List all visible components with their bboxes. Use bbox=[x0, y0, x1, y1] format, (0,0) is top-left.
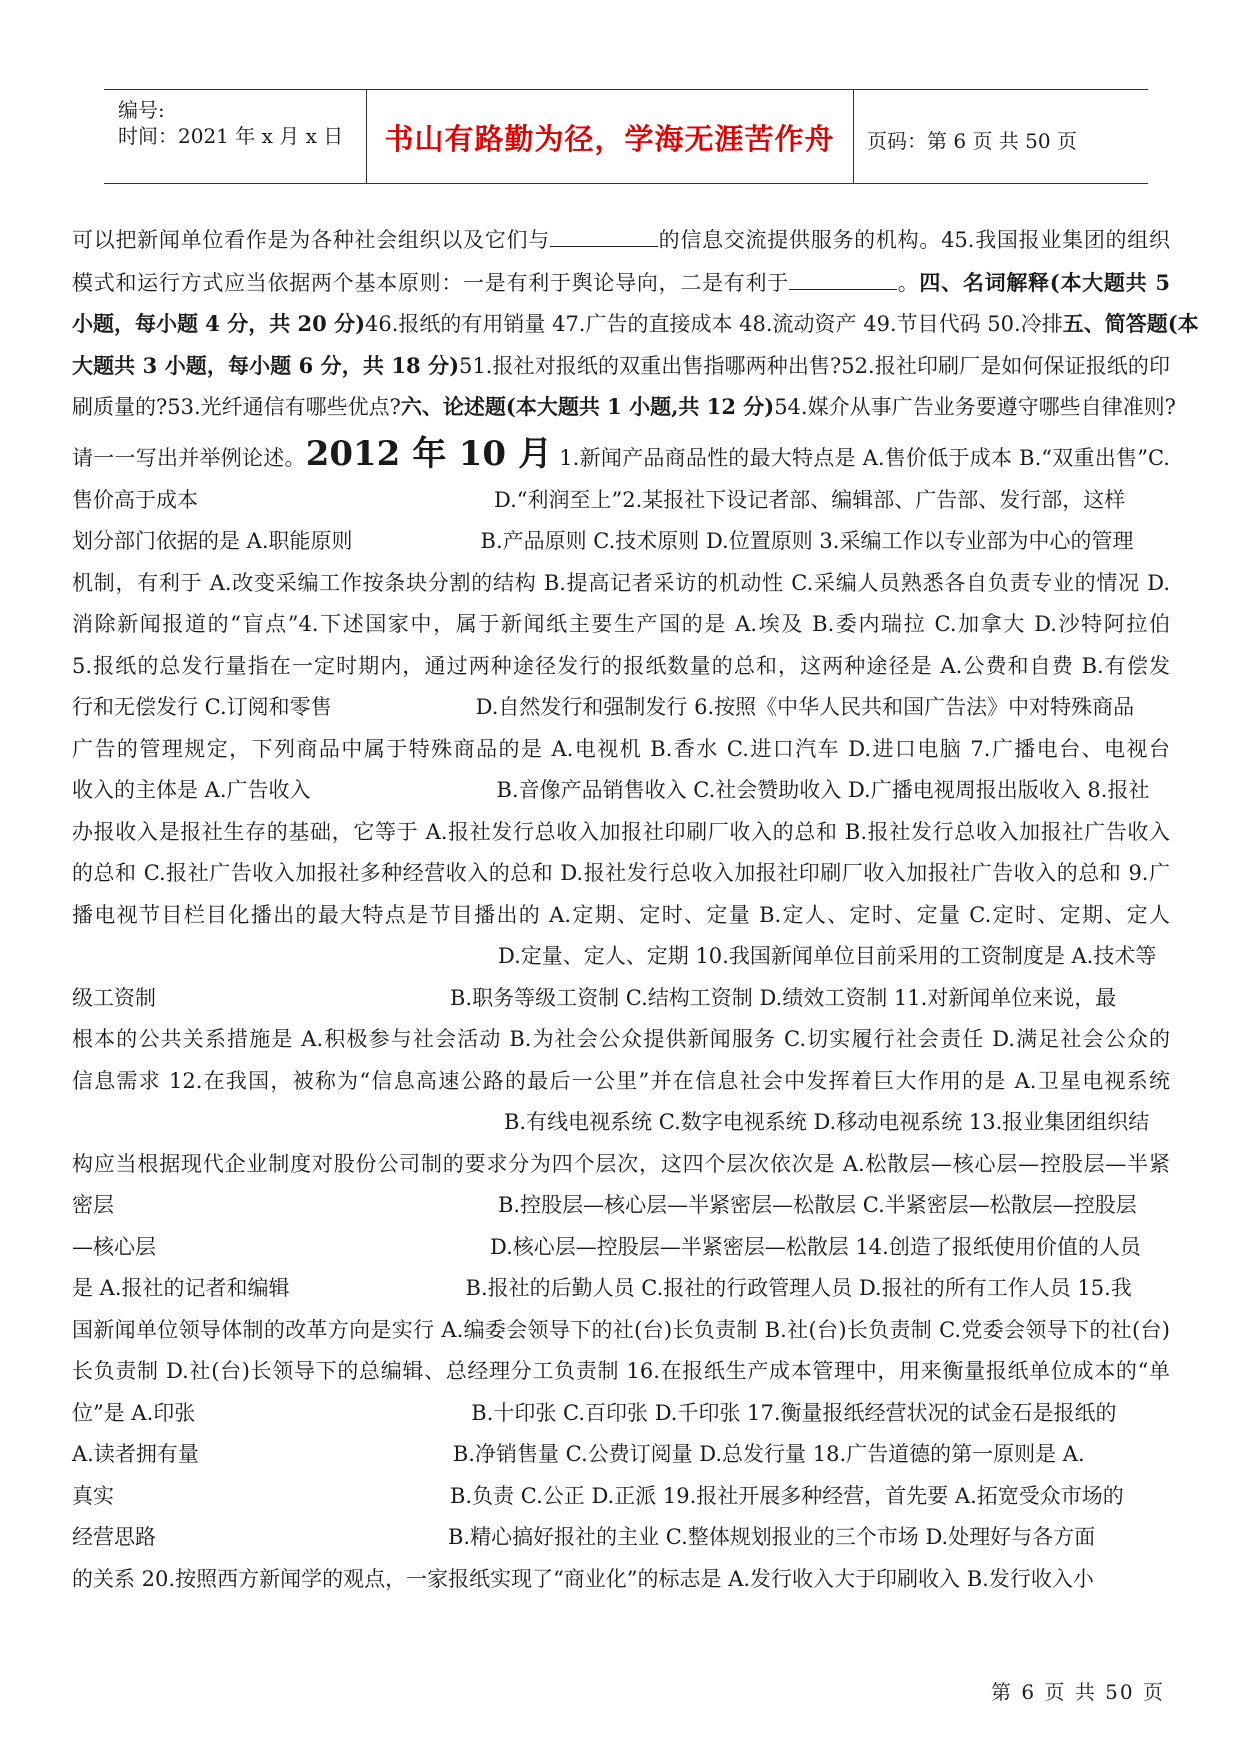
text-line: 请一一写出并举例论述。2012 年 10 月 1.新闻产品商品性的最大特点是 A.售价低于成本 B.“双重出售”C. bbox=[72, 433, 1170, 474]
fill-blank bbox=[550, 228, 658, 247]
text-line: 机制，有利于 A.改变采编工作按条块分割的结构 B.提高记者采访的机动性 C.采编人员熟悉各自负责专业的情况 D. bbox=[72, 570, 1170, 595]
text-line: D.定量、定人、定期 10.我国新闻单位目前采用的工资制度是 A.技术等 bbox=[498, 944, 1157, 968]
text-line: 5.报纸的总发行量指在一定时期内，通过两种途径发行的报纸数量的总和，这两种途径是 A.公费和自费 B.有偿发 bbox=[72, 653, 1170, 678]
text-line: 刷质量的?53.光纤通信有哪些优点?六、论述题(本大题共 1 小题,共 12 分)54.媒介从事广告业务要遵守哪些自律准则? bbox=[72, 394, 1176, 419]
header-meta-cell bbox=[104, 90, 367, 183]
section-heading: 四、名词解释(本大题共 5 bbox=[919, 269, 1170, 295]
header-page-cell bbox=[853, 90, 1148, 183]
text-line: 划分部门依据的是 A.职能原则 B.产品原则 C.技术原则 D.位置原则 3.采编工作以专业部为中心的管理 bbox=[72, 529, 1134, 553]
exam-date-heading: 2012 年 10 月 bbox=[305, 433, 553, 474]
text-line: 行和无偿发行 C.订阅和零售 D.自然发行和强制发行 6.按照《中华人民共和国广告法》中对特殊商品 bbox=[72, 695, 1135, 719]
text-line: 收入的主体是 A.广告收入 B.音像产品销售收入 C.社会赞助收入 D.广播电视周报出版收入 8.报社 bbox=[72, 778, 1150, 802]
text-line: 根本的公共关系措施是 A.积极参与社会活动 B.为社会公众提供新闻服务 C.切实履行社会责任 D.满足社会公众的 bbox=[72, 1027, 1170, 1051]
slogan: 书山有路勤为径，学海无涯苦作舟 bbox=[384, 122, 835, 156]
time-label: 时间：2021 年 x 月 x 日 bbox=[118, 124, 344, 148]
page-header bbox=[104, 89, 1148, 184]
page-label: 页码：第 6 页 共 50 页 bbox=[867, 129, 1077, 153]
text-line: 模式和运行方式应当依据两个基本原则：一是有利于舆论导向，二是有利于 。四、名词解释(本大题共 5 bbox=[72, 269, 1170, 295]
text-line: 信息需求 12.在我国，被称为“信息高速公路的最后一公里”并在信息社会中发挥着巨大作用的是 A.卫星电视系统 bbox=[72, 1068, 1170, 1093]
section-heading: 小题，每小题 4 分，共 20 分) bbox=[72, 311, 366, 336]
text-line: 级工资制 B.职务等级工资制 C.结构工资制 D.绩效工资制 11.对新闻单位来说，最 bbox=[72, 985, 1117, 1010]
text-line: 的关系 20.按照西方新闻学的观点，一家报纸实现了“商业化”的标志是 A.发行收入大于印刷收入 B.发行收入小 bbox=[72, 1566, 1094, 1591]
number-label: 编号: bbox=[118, 98, 165, 122]
text-line: 播电视节目栏目化播出的最大特点是节目播出的 A.定期、定时、定量 B.定人、定时、定量 C.定时、定期、定人 bbox=[72, 902, 1170, 927]
text-line: 广告的管理规定，下列商品中属于特殊商品的是 A.电视机 B.香水 C.进口汽车 D.进口电脑 7.广播电台、电视台 bbox=[72, 736, 1170, 761]
document-body bbox=[72, 220, 1199, 1600]
text-line: 售价高于成本 D.“利润至上”2.某报社下设记者部、编辑部、广告部、发行部，这样 bbox=[72, 487, 1126, 512]
text-line: 经营思路 B.精心搞好报社的主业 C.整体规划报业的三个市场 D.处理好与各方面 bbox=[72, 1525, 1096, 1549]
text-line: B.有线电视系统 C.数字电视系统 D.移动电视系统 13.报业集团组织结 bbox=[504, 1110, 1150, 1134]
fill-blank bbox=[789, 271, 897, 290]
text-line: 消除新闻报道的“盲点”4.下述国家中，属于新闻纸主要生产国的是 A.埃及 B.委内瑞拉 C.加拿大 D.沙特阿拉伯 bbox=[72, 612, 1170, 636]
text-line: 国新闻单位领导体制的改革方向是实行 A.编委会领导下的社(台)长负责制 B.社(台)长负责制 C.党委会领导下的社(台) bbox=[72, 1317, 1170, 1342]
header-slogan-cell bbox=[366, 90, 854, 183]
text-line: 构应当根据现代企业制度对股份公司制的要求分为四个层次，这四个层次依次是 A.松散层—核心层—控股层—半紧 bbox=[72, 1151, 1170, 1176]
page-footer: 第 6 页 共 50 页 bbox=[991, 1680, 1165, 1704]
text-line: 办报收入是报社生存的基础，它等于 A.报社发行总收入加报社印刷厂收入的总和 B.报社发行总收入加报社广告收入 bbox=[72, 819, 1170, 844]
text-line: 位”是 A.印张 B.十印张 C.百印张 D.千印张 17.衡量报纸经营状况的试金石是报纸的 bbox=[72, 1400, 1117, 1425]
text-line: 可以把新闻单位看作是为各种社会组织以及它们与 的信息交流提供服务的机构。45.我国报业集团的组织 bbox=[72, 228, 1170, 252]
text-line: A.读者拥有量 B.净销售量 C.公费订阅量 D.总发行量 18.广告道德的第一原则是 A. bbox=[72, 1442, 1085, 1466]
section-heading: 大题共 3 小题，每小题 6 分，共 18 分) bbox=[72, 352, 460, 378]
text-line: 真实 B.负责 C.公正 D.正派 19.报社开展多种经营，首先要 A.拓宽受众市场的 bbox=[72, 1483, 1124, 1508]
section-heading: 六、论述题(本大题共 1 小题,共 12 分) bbox=[400, 394, 775, 419]
text-line: 小题，每小题 4 分，共 20 分)46.报纸的有用销量 47.广告的直接成本 48.流动资产 49.节目代码 50.冷排五、简答题(本 bbox=[72, 311, 1199, 336]
text-line: —核心层 D.核心层—控股层—半紧密层—松散层 14.创造了报纸使用价值的人员 bbox=[72, 1234, 1141, 1259]
section-heading: 五、简答题(本 bbox=[1062, 311, 1199, 336]
text-line: 是 A.报社的记者和编辑 B.报社的后勤人员 C.报社的行政管理人员 D.报社的所有工作人员 15.我 bbox=[72, 1276, 1132, 1300]
text-line: 的总和 C.报社广告收入加报社多种经营收入的总和 D.报社发行总收入加报社印刷厂收入加报社广告收入的总和 9.广 bbox=[72, 861, 1170, 885]
text-line: 密层 B.控股层—核心层—半紧密层—松散层 C.半紧密层—松散层—控股层 bbox=[72, 1193, 1137, 1217]
text-line: 长负责制 D.社(台)长领导下的总编辑、总经理分工负责制 16.在报纸生产成本管理中，用来衡量报纸单位成本的“单 bbox=[72, 1359, 1170, 1383]
text-line: 大题共 3 小题，每小题 6 分，共 18 分)51.报社对报纸的双重出售指哪两种出售?52.报社印刷厂是如何保证报纸的印 bbox=[72, 352, 1170, 378]
